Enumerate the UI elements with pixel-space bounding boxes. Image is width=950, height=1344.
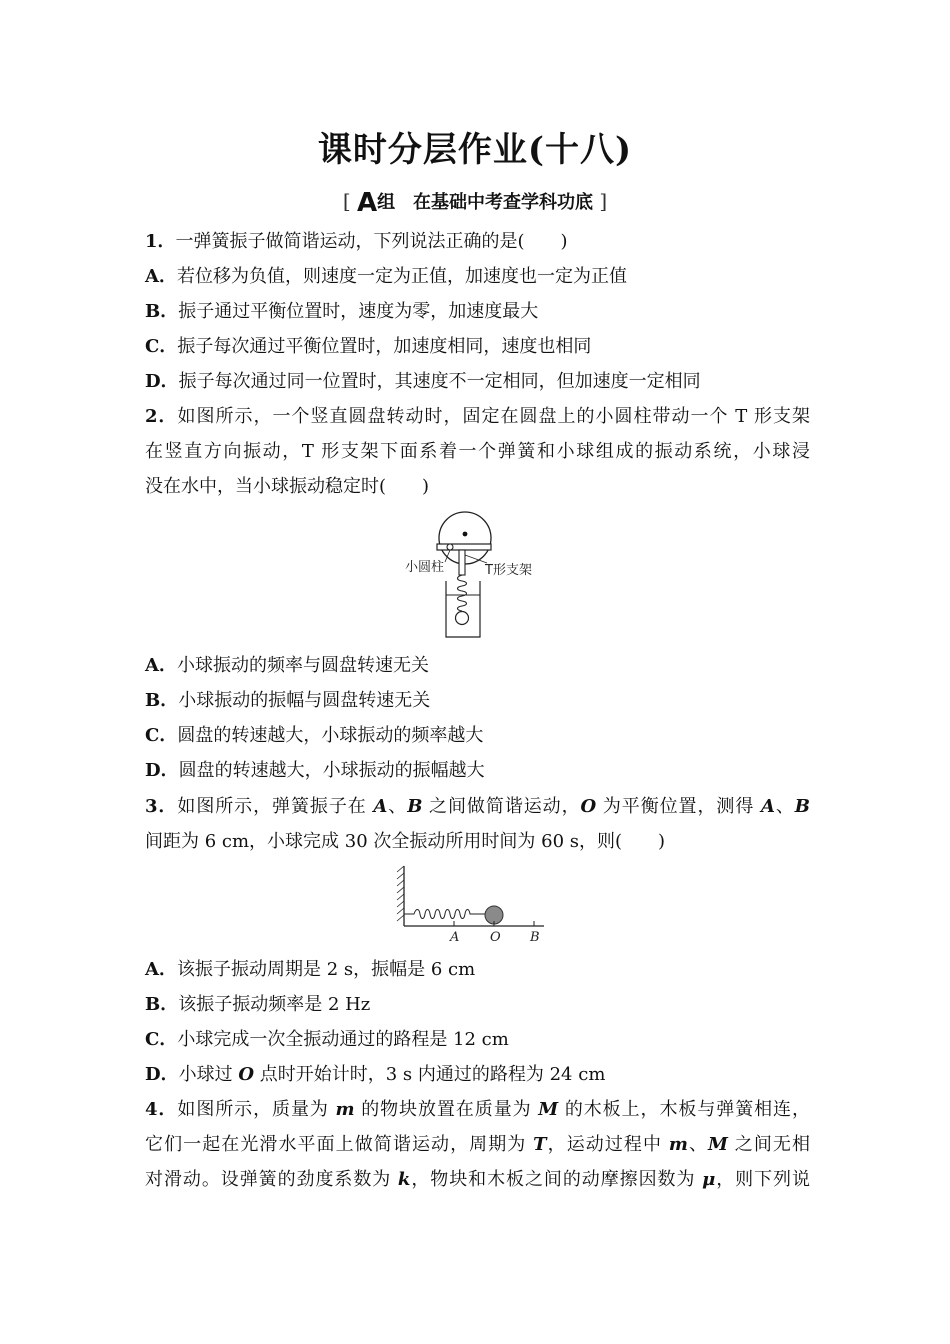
option-label: A． bbox=[145, 266, 177, 287]
q1-stem bbox=[145, 230, 810, 254]
q3-option-a bbox=[145, 958, 810, 982]
var-M: M bbox=[708, 1134, 728, 1155]
option-text: 小球过 bbox=[178, 1064, 239, 1085]
option-label: C． bbox=[145, 1029, 178, 1050]
q3-option-b bbox=[145, 993, 810, 1017]
text-run: 、 bbox=[687, 1134, 709, 1155]
q2-option-a bbox=[145, 654, 810, 678]
var-m: m bbox=[335, 1099, 355, 1120]
var-A: A bbox=[373, 796, 388, 817]
text-run: 为平衡位置，测得 bbox=[596, 796, 761, 817]
group-heading bbox=[0, 188, 950, 218]
small-cylinder bbox=[447, 544, 453, 550]
label-frame: T形支架 bbox=[485, 563, 532, 578]
option-text: 小球振动的振幅与圆盘转速无关 bbox=[178, 690, 431, 711]
var-B: B bbox=[407, 796, 423, 817]
option-label: B． bbox=[145, 690, 179, 711]
text-run: 、 bbox=[387, 796, 408, 817]
q1-option-d bbox=[145, 370, 810, 394]
group-letter: A bbox=[356, 188, 378, 218]
option-text: 振子每次通过同一位置时，其速度不一定相同，但加速度一定相同 bbox=[178, 371, 701, 392]
option-label: B． bbox=[145, 301, 179, 322]
water-container bbox=[446, 581, 480, 637]
option-text: 小球完成一次全振动通过的路程是 12 cm bbox=[177, 1029, 509, 1050]
wall-hatching bbox=[397, 866, 404, 921]
q1-option-c bbox=[145, 335, 810, 359]
text-run: ，物块和木板之间的动摩擦因数为 bbox=[410, 1169, 703, 1190]
q3-option-c bbox=[145, 1028, 810, 1052]
option-text: 若位移为负值，则速度一定为正值，加速度也一定为正值 bbox=[176, 266, 627, 287]
option-label: C． bbox=[145, 725, 178, 746]
var-k: k bbox=[397, 1169, 411, 1190]
spring-coil bbox=[458, 575, 467, 611]
option-label: B． bbox=[145, 994, 179, 1015]
var-B: B bbox=[794, 796, 810, 817]
horizontal-spring bbox=[404, 910, 486, 919]
option-text: 振子每次通过平衡位置时，加速度相同，速度也相同 bbox=[177, 336, 592, 357]
var-m: m bbox=[668, 1134, 688, 1155]
q2-option-b bbox=[145, 689, 810, 713]
var-T: T bbox=[533, 1134, 547, 1155]
q3-stem-line-2: 间距为 6 cm，小球完成 30 次全振动所用时间为 60 s，则( ) bbox=[145, 831, 666, 852]
option-text: 该振子振动周期是 2 s，振幅是 6 cm bbox=[176, 959, 476, 980]
text-run: 的物块放置在质量为 bbox=[354, 1099, 539, 1120]
q2-stem-text: 如图所示，一个竖直圆盘转动时，固定在圆盘上的小圆柱带动一个 T 形支架 bbox=[177, 406, 810, 427]
text-run: ，则下列说 bbox=[715, 1169, 810, 1190]
label-a: A bbox=[450, 930, 460, 944]
ball bbox=[456, 612, 469, 625]
var-O: O bbox=[238, 1064, 255, 1085]
option-text: 小球振动的频率与圆盘转速无关 bbox=[176, 655, 429, 676]
option-label: D． bbox=[145, 1064, 179, 1085]
rotating-disk-figure bbox=[395, 505, 555, 645]
disk-center-dot bbox=[463, 532, 468, 537]
page-title: 课时分层作业(十八) bbox=[317, 130, 633, 170]
t-frame-rod bbox=[459, 550, 465, 575]
q1-option-a bbox=[145, 265, 810, 289]
option-text: 点时开始计时，3 s 内通过的路程为 24 cm bbox=[254, 1064, 606, 1085]
option-text: 圆盘的转速越大，小球振动的频率越大 bbox=[177, 725, 484, 746]
q2-stem-line-3: 没在水中，当小球振动稳定时( ) bbox=[145, 476, 430, 497]
var-M: M bbox=[538, 1099, 559, 1120]
option-text: 振子通过平衡位置时，速度为零，加速度最大 bbox=[178, 301, 539, 322]
var-mu: μ bbox=[702, 1169, 716, 1190]
q2-option-c bbox=[145, 724, 810, 748]
text-run: 、 bbox=[774, 796, 795, 817]
label-cylinder: 小圆柱 bbox=[405, 560, 445, 575]
var-O: O bbox=[580, 796, 597, 817]
option-text: 该振子振动频率是 2 Hz bbox=[178, 994, 371, 1015]
q1-stem-text: 一弹簧振子做简谐运动，下列说法正确的是( ) bbox=[175, 231, 568, 252]
q4-stem-line-2 bbox=[145, 1133, 810, 1157]
group-open-bracket: [ bbox=[342, 189, 351, 213]
q1-number: 1． bbox=[145, 231, 176, 252]
option-text: 圆盘的转速越大，小球振动的振幅越大 bbox=[178, 760, 485, 781]
option-label: C． bbox=[145, 336, 178, 357]
option-label: D． bbox=[145, 760, 179, 781]
text-run: 对滑动。设弹簧的劲度系数为 bbox=[145, 1169, 398, 1190]
text-run: 如图所示，弹簧振子在 bbox=[177, 796, 374, 817]
spring-oscillator-figure bbox=[396, 862, 550, 944]
option-label: A． bbox=[145, 959, 177, 980]
q2-number: 2． bbox=[145, 406, 178, 427]
label-o: O bbox=[490, 930, 501, 944]
q4-stem-line-1 bbox=[145, 1098, 810, 1122]
text-run: 如图所示，质量为 bbox=[177, 1099, 336, 1120]
group-close-bracket: ] bbox=[599, 189, 608, 213]
text-run: ，运动过程中 bbox=[546, 1134, 669, 1155]
t-frame-bar bbox=[437, 544, 491, 550]
option-label: A． bbox=[145, 655, 177, 676]
q3-option-d bbox=[145, 1063, 810, 1087]
q2-stem-line-2: 在竖直方向振动，T 形支架下面系着一个弹簧和小球组成的振动系统，小球浸 bbox=[145, 441, 810, 462]
q1-option-b bbox=[145, 300, 810, 324]
q3-stem-line-1 bbox=[145, 795, 810, 819]
text-run: 它们一起在光滑水平面上做简谐运动，周期为 bbox=[145, 1134, 534, 1155]
q4-stem-line-3 bbox=[145, 1168, 810, 1192]
text-run: 之间做简谐运动， bbox=[422, 796, 581, 817]
option-label: D． bbox=[145, 371, 179, 392]
q2-stem-line-1 bbox=[145, 405, 810, 429]
q4-number: 4． bbox=[145, 1099, 178, 1120]
label-b: B bbox=[530, 930, 540, 944]
var-A: A bbox=[760, 796, 775, 817]
q2-option-d bbox=[145, 759, 810, 783]
text-run: 之间无相 bbox=[727, 1134, 810, 1155]
group-heading-text: 组 在基础中考查学科功底 bbox=[377, 192, 594, 213]
text-run: 的木板上，木板与弹簧相连， bbox=[558, 1099, 810, 1120]
q3-number: 3． bbox=[145, 796, 178, 817]
